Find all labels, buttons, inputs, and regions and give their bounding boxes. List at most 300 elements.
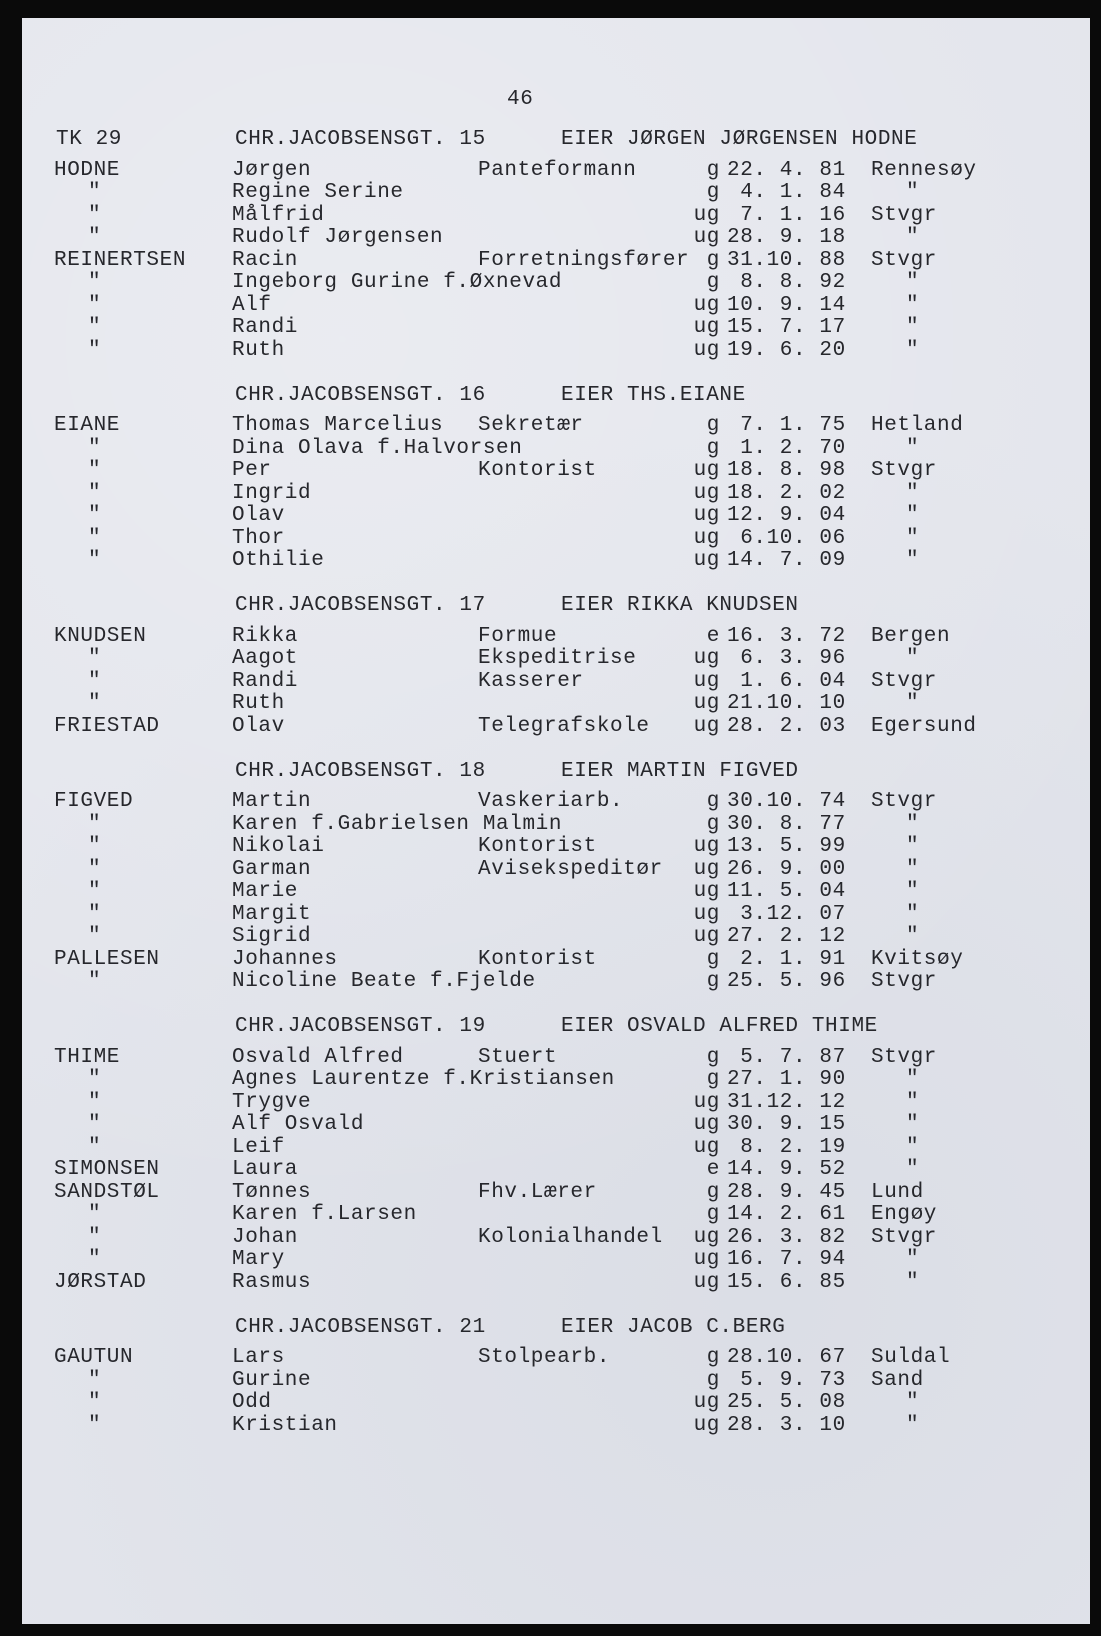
surname: "	[88, 1090, 102, 1114]
marital-status: g	[706, 1045, 720, 1069]
resident-row	[0, 648, 1101, 671]
occupation: Kolonialhandel	[478, 1225, 663, 1249]
given-name: Thomas Marcelius	[232, 414, 444, 437]
surname: SIMONSEN	[54, 1158, 160, 1181]
marital-status: ug	[693, 504, 720, 527]
birthplace: Hetland	[871, 414, 964, 437]
section-header	[0, 595, 1101, 618]
birthplace: "	[906, 436, 920, 460]
surname: "	[88, 459, 102, 482]
resident-row	[0, 814, 1101, 837]
birth-date: 13. 5. 99	[727, 835, 846, 858]
marital-status: ug	[693, 692, 720, 715]
birthplace: Sand	[871, 1368, 924, 1392]
birth-date: 30. 9. 15	[727, 1113, 846, 1136]
birth-date: 14. 2. 61	[727, 1203, 846, 1226]
given-name: Olav	[232, 504, 285, 527]
occupation: Forretningsfører	[478, 248, 690, 272]
surname: FRIESTAD	[54, 714, 160, 738]
marital-status: g	[706, 970, 720, 993]
surname: KNUDSEN	[54, 624, 147, 648]
given-name: Osvald Alfred	[232, 1045, 404, 1069]
section-header	[0, 761, 1101, 784]
birthplace: "	[906, 1158, 920, 1181]
birthplace: "	[906, 1090, 920, 1114]
given-name: Rikka	[232, 624, 299, 648]
given-name: Racin	[232, 248, 299, 272]
birth-date: 19. 6. 20	[727, 338, 846, 362]
given-name: Odd	[232, 1391, 272, 1414]
birth-date: 26. 9. 00	[727, 857, 846, 881]
given-name: Johannes	[232, 947, 338, 971]
marital-status: ug	[693, 925, 720, 948]
birth-date: 3.12. 07	[727, 902, 846, 926]
resident-row	[0, 550, 1101, 573]
given-name: Aagot	[232, 647, 299, 670]
birthplace: "	[906, 1135, 920, 1159]
birth-date: 18. 8. 98	[727, 459, 846, 482]
resident-row	[0, 250, 1101, 273]
surname: EIANE	[54, 414, 121, 437]
given-name: Per	[232, 459, 272, 482]
resident-row	[0, 626, 1101, 649]
surname: "	[88, 925, 102, 948]
birth-date: 30. 8. 77	[727, 812, 846, 836]
surname: PALLESEN	[54, 947, 160, 971]
marital-status: g	[706, 947, 720, 971]
resident-row	[0, 1370, 1101, 1393]
birth-date: 25. 5. 96	[727, 970, 846, 993]
marital-status: ug	[693, 1248, 720, 1271]
birth-date: 26. 3. 82	[727, 1225, 846, 1249]
given-name: Thor	[232, 526, 285, 550]
surname: "	[88, 647, 102, 670]
birth-date: 16. 7. 94	[727, 1248, 846, 1271]
birthplace: "	[906, 316, 920, 339]
resident-row	[0, 1347, 1101, 1370]
owner-line: EIER MARTIN FIGVED	[561, 759, 799, 783]
birth-date: 25. 5. 08	[727, 1391, 846, 1414]
birth-date: 14. 9. 52	[727, 1158, 846, 1181]
resident-row	[0, 272, 1101, 295]
resident-row	[0, 340, 1101, 363]
birthplace: "	[906, 857, 920, 881]
given-name: Alf	[232, 293, 272, 317]
resident-row	[0, 227, 1101, 250]
resident-row	[0, 1227, 1101, 1250]
birthplace: "	[906, 1113, 920, 1136]
owner-line: EIER THS.EIANE	[561, 383, 746, 407]
resident-row	[0, 295, 1101, 318]
owner-line: EIER OSVALD ALFRED THIME	[561, 1015, 878, 1038]
birthplace: "	[906, 902, 920, 926]
marital-status: ug	[693, 293, 720, 317]
property-section	[0, 1016, 1101, 1294]
marital-status: ug	[693, 1135, 720, 1159]
resident-row	[0, 438, 1101, 461]
resident-row	[0, 1415, 1101, 1438]
resident-row	[0, 1092, 1101, 1115]
resident-row	[0, 1159, 1101, 1182]
given-name: Garman	[232, 857, 312, 881]
birth-date: 8. 2. 19	[727, 1135, 846, 1159]
birth-date: 31.10. 88	[727, 248, 846, 272]
resident-row	[0, 791, 1101, 814]
birthplace: Egersund	[871, 714, 977, 738]
section-header	[0, 385, 1101, 408]
resident-row	[0, 182, 1101, 205]
birthplace: "	[906, 647, 920, 670]
street-address: CHR.JACOBSENSGT. 17	[235, 594, 486, 617]
surname: "	[88, 1413, 102, 1437]
resident-row	[0, 1182, 1101, 1205]
birthplace: "	[906, 338, 920, 362]
marital-status: g	[706, 1346, 720, 1369]
given-name: Karen f.Larsen	[232, 1203, 417, 1226]
birthplace: Lund	[871, 1180, 924, 1204]
resident-row	[0, 671, 1101, 694]
birthplace: "	[906, 1248, 920, 1271]
surname: GAUTUN	[54, 1346, 134, 1369]
resident-row	[0, 205, 1101, 228]
surname: "	[88, 293, 102, 317]
marital-status: ug	[693, 481, 720, 505]
surname: "	[88, 203, 102, 227]
birth-date: 5. 9. 73	[727, 1368, 846, 1392]
property-section	[0, 385, 1101, 573]
birth-date: 5. 7. 87	[727, 1045, 846, 1069]
occupation: Sekretær	[478, 414, 584, 437]
birthplace: Stvgr	[871, 248, 938, 272]
birth-date: 28. 9. 45	[727, 1180, 846, 1204]
birthplace: "	[906, 271, 920, 294]
surname: "	[88, 857, 102, 881]
marital-status: ug	[693, 1391, 720, 1414]
occupation: Kasserer	[478, 669, 584, 693]
resident-row	[0, 859, 1101, 882]
given-name: Målfrid	[232, 203, 325, 227]
resident-row	[0, 317, 1101, 340]
given-name: Mary	[232, 1248, 285, 1271]
birth-date: 28. 2. 03	[727, 714, 846, 738]
occupation: Formue	[478, 624, 558, 648]
resident-row	[0, 460, 1101, 483]
occupation: Vaskeriarb.	[478, 790, 624, 813]
marital-status: ug	[693, 203, 720, 227]
birth-date: 16. 3. 72	[727, 624, 846, 648]
street-address: CHR.JACOBSENSGT. 21	[235, 1315, 486, 1339]
section-header	[0, 129, 1101, 152]
resident-row	[0, 971, 1101, 994]
marital-status: g	[706, 790, 720, 813]
marital-status: e	[706, 1158, 720, 1181]
occupation: Kontorist	[478, 947, 597, 971]
birthplace: Stvgr	[871, 669, 938, 693]
birthplace: Stvgr	[871, 203, 938, 227]
surname: "	[88, 1203, 102, 1226]
given-name: Trygve	[232, 1090, 312, 1114]
surname: "	[88, 812, 102, 836]
occupation: Panteformann	[478, 158, 637, 182]
birth-date: 28. 3. 10	[727, 1413, 846, 1437]
marital-status: ug	[693, 714, 720, 738]
birthplace: "	[906, 880, 920, 903]
surname: "	[88, 902, 102, 926]
birthplace: "	[906, 526, 920, 550]
given-name: Nikolai	[232, 835, 325, 858]
birth-date: 8. 8. 92	[727, 271, 846, 294]
birth-date: 4. 1. 84	[727, 181, 846, 204]
given-name: Ruth	[232, 692, 285, 715]
birth-date: 18. 2. 02	[727, 481, 846, 505]
resident-row	[0, 926, 1101, 949]
marital-status: g	[706, 1068, 720, 1091]
birthplace: Stvgr	[871, 790, 938, 813]
marital-status: ug	[693, 226, 720, 249]
surname: "	[88, 549, 102, 572]
given-name: Martin	[232, 790, 312, 813]
given-name: Sigrid	[232, 925, 312, 948]
given-name: Regine Serine	[232, 181, 404, 204]
property-section	[0, 129, 1101, 362]
street-address: CHR.JACOBSENSGT. 19	[235, 1015, 486, 1038]
marital-status: ug	[693, 1225, 720, 1249]
occupation: Ekspeditrise	[478, 647, 637, 670]
birthplace: "	[906, 692, 920, 715]
resident-row	[0, 716, 1101, 739]
surname: JØRSTAD	[54, 1270, 147, 1294]
birth-date: 6.10. 06	[727, 526, 846, 550]
given-name: Lars	[232, 1346, 285, 1369]
resident-row	[0, 1114, 1101, 1137]
birthplace: Stvgr	[871, 1045, 938, 1069]
surname: "	[88, 880, 102, 903]
page-number: 46	[507, 88, 534, 111]
given-name: Margit	[232, 902, 312, 926]
birth-date: 22. 4. 81	[727, 158, 846, 182]
resident-row	[0, 693, 1101, 716]
surname: "	[88, 1391, 102, 1414]
surname: "	[88, 669, 102, 693]
street-address: CHR.JACOBSENSGT. 18	[235, 759, 486, 783]
surname: "	[88, 316, 102, 339]
birthplace: "	[906, 1068, 920, 1091]
birth-date: 31.12. 12	[727, 1090, 846, 1114]
surname: HODNE	[54, 158, 121, 182]
birthplace: "	[906, 549, 920, 572]
owner-line: EIER JACOB C.BERG	[561, 1315, 786, 1339]
marital-status: ug	[693, 1270, 720, 1294]
resident-row	[0, 505, 1101, 528]
birthplace: Stvgr	[871, 459, 938, 482]
surname: "	[88, 1068, 102, 1091]
marital-status: g	[706, 414, 720, 437]
birthplace: "	[906, 925, 920, 948]
surname: "	[88, 526, 102, 550]
marital-status: ug	[693, 338, 720, 362]
birthplace: "	[906, 1270, 920, 1294]
marital-status: ug	[693, 1413, 720, 1437]
marital-status: g	[706, 181, 720, 204]
birth-date: 28. 9. 18	[727, 226, 846, 249]
birthplace: "	[906, 1413, 920, 1437]
marital-status: ug	[693, 902, 720, 926]
birth-date: 1. 2. 70	[727, 436, 846, 460]
surname: "	[88, 271, 102, 294]
resident-row	[0, 881, 1101, 904]
property-section	[0, 595, 1101, 738]
given-name: Laura	[232, 1158, 299, 1181]
birth-date: 27. 2. 12	[727, 925, 846, 948]
birthplace: "	[906, 1391, 920, 1414]
surname: "	[88, 181, 102, 204]
given-name: Ingrid	[232, 481, 312, 505]
birth-date: 21.10. 10	[727, 692, 846, 715]
marital-status: g	[706, 436, 720, 460]
occupation: Telegrafskole	[478, 714, 650, 738]
surname: "	[88, 1248, 102, 1271]
birthplace: Engøy	[871, 1203, 938, 1226]
given-name: Olav	[232, 714, 285, 738]
given-name: Gurine	[232, 1368, 312, 1392]
given-name: Marie	[232, 880, 299, 903]
occupation: Kontorist	[478, 835, 597, 858]
given-name: Agnes Laurentze f.Kristiansen	[232, 1068, 615, 1091]
given-name: Alf Osvald	[232, 1113, 365, 1136]
section-header	[0, 1317, 1101, 1340]
given-name: Leif	[232, 1135, 285, 1159]
resident-row	[0, 1047, 1101, 1070]
property-section	[0, 761, 1101, 994]
surname: "	[88, 226, 102, 249]
surname: "	[88, 1113, 102, 1136]
given-name: Rudolf Jørgensen	[232, 226, 444, 249]
occupation: Kontorist	[478, 459, 597, 482]
given-name: Kristian	[232, 1413, 338, 1437]
birth-date: 28.10. 67	[727, 1346, 846, 1369]
birthplace: "	[906, 481, 920, 505]
resident-row	[0, 160, 1101, 183]
resident-row	[0, 415, 1101, 438]
birth-date: 30.10. 74	[727, 790, 846, 813]
resident-row	[0, 1249, 1101, 1272]
surname: "	[88, 970, 102, 993]
marital-status: g	[706, 158, 720, 182]
birth-date: 6. 3. 96	[727, 647, 846, 670]
surname: "	[88, 1225, 102, 1249]
marital-status: ug	[693, 835, 720, 858]
marital-status: ug	[693, 526, 720, 550]
birth-date: 14. 7. 09	[727, 549, 846, 572]
given-name: Ingeborg Gurine f.Øxnevad	[232, 271, 563, 294]
surname: THIME	[54, 1045, 121, 1069]
birth-date: 2. 1. 91	[727, 947, 846, 971]
resident-row	[0, 949, 1101, 972]
surname: "	[88, 436, 102, 460]
surname: "	[88, 504, 102, 527]
surname: FIGVED	[54, 790, 134, 813]
birthplace: Stvgr	[871, 1225, 938, 1249]
marital-status: g	[706, 812, 720, 836]
birth-date: 7. 1. 16	[727, 203, 846, 227]
birth-date: 27. 1. 90	[727, 1068, 846, 1091]
resident-row	[0, 836, 1101, 859]
resident-row	[0, 483, 1101, 506]
surname: "	[88, 692, 102, 715]
birth-date: 7. 1. 75	[727, 414, 846, 437]
marital-status: ug	[693, 459, 720, 482]
tk-number: TK 29	[56, 128, 123, 151]
resident-row	[0, 1069, 1101, 1092]
birthplace: Kvitsøy	[871, 947, 964, 971]
birth-date: 1. 6. 04	[727, 669, 846, 693]
birth-date: 11. 5. 04	[727, 880, 846, 903]
resident-row	[0, 1137, 1101, 1160]
given-name: Rasmus	[232, 1270, 312, 1294]
marital-status: ug	[693, 880, 720, 903]
given-name: Ruth	[232, 338, 285, 362]
owner-line: EIER RIKKA KNUDSEN	[561, 594, 799, 617]
occupation: Stolpearb.	[478, 1346, 611, 1369]
marital-status: ug	[693, 1113, 720, 1136]
given-name: Tønnes	[232, 1180, 312, 1204]
given-name: Randi	[232, 669, 299, 693]
surname: REINERTSEN	[54, 248, 187, 272]
surname: "	[88, 835, 102, 858]
given-name: Nicoline Beate f.Fjelde	[232, 970, 536, 993]
marital-status: ug	[693, 1090, 720, 1114]
birthplace: Bergen	[871, 624, 951, 648]
surname: "	[88, 338, 102, 362]
marital-status: e	[706, 624, 720, 648]
marital-status: ug	[693, 549, 720, 572]
birthplace: Rennesøy	[871, 158, 977, 182]
given-name: Othilie	[232, 549, 325, 572]
birthplace: "	[906, 293, 920, 317]
occupation: Stuert	[478, 1045, 558, 1069]
occupation: Avisekspeditør	[478, 857, 663, 881]
marital-status: g	[706, 248, 720, 272]
marital-status: ug	[693, 669, 720, 693]
property-section	[0, 1317, 1101, 1438]
register-content	[0, 129, 1101, 1437]
birthplace: "	[906, 181, 920, 204]
given-name: Johan	[232, 1225, 299, 1249]
birth-date: 15. 6. 85	[727, 1270, 846, 1294]
section-header	[0, 1016, 1101, 1039]
resident-row	[0, 1204, 1101, 1227]
surname: "	[88, 481, 102, 505]
occupation: Fhv.Lærer	[478, 1180, 597, 1204]
street-address: CHR.JACOBSENSGT. 16	[235, 383, 486, 407]
surname: "	[88, 1368, 102, 1392]
given-name: Dina Olava f.Halvorsen	[232, 436, 523, 460]
resident-row	[0, 1272, 1101, 1295]
surname: SANDSTØL	[54, 1180, 160, 1204]
marital-status: ug	[693, 857, 720, 881]
marital-status: g	[706, 1203, 720, 1226]
marital-status: g	[706, 1368, 720, 1392]
marital-status: g	[706, 271, 720, 294]
birth-date: 10. 9. 14	[727, 293, 846, 317]
marital-status: ug	[693, 316, 720, 339]
street-address: CHR.JACOBSENSGT. 15	[235, 128, 486, 151]
owner-line: EIER JØRGEN JØRGENSEN HODNE	[561, 128, 918, 151]
given-name: Randi	[232, 316, 299, 339]
given-name: Jørgen	[232, 158, 312, 182]
birth-date: 15. 7. 17	[727, 316, 846, 339]
birthplace: "	[906, 504, 920, 527]
